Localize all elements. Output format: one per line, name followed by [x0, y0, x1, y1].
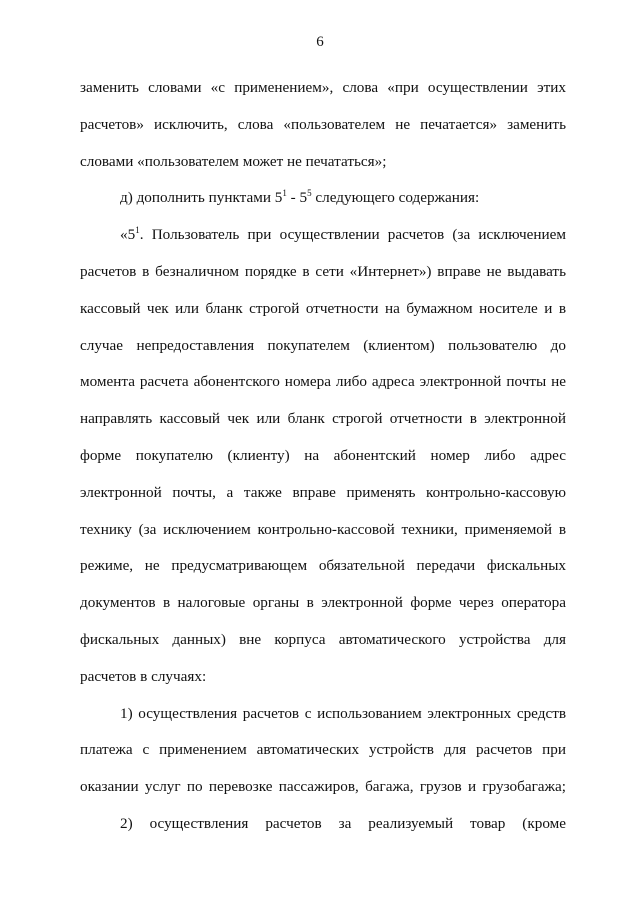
- text-fragment: следующего содержания:: [311, 189, 480, 207]
- text-line: документов в налоговые органы в электронной форме через оператора: [80, 594, 566, 612]
- text-line: заменить словами «с применением», слова «при осуществлении этих: [80, 79, 566, 96]
- text-line: технику (за исключением контрольно-кассовой техники, применяемой в: [80, 520, 566, 538]
- text-line: электронной почты, а также вправе применять контрольно-кассовую: [80, 483, 566, 501]
- text-line-item-2: 2) осуществления расчетов за реализуемый товар (кроме: [120, 814, 566, 832]
- text-line: момента расчета абонентского номера либо адреса электронной почты не: [80, 373, 566, 391]
- text-line: направлять кассовый чек или бланк строгой отчетности в электронной: [80, 410, 566, 428]
- text-fragment: «5: [120, 226, 136, 244]
- document-body: [80, 70, 566, 843]
- text-fragment: д) дополнить пунктами 5: [120, 189, 283, 207]
- text-line: оказании услуг по перевозке пассажиров, багажа, грузов и грузобагажа;: [80, 778, 566, 796]
- text-line-item-1: 1) осуществления расчетов с использованием электронных средств: [120, 704, 566, 722]
- text-line: расчетов в случаях:: [80, 667, 207, 685]
- text-line: расчетов в безналичном порядке в сети «Интернет») вправе не выдавать: [80, 262, 566, 280]
- text-line: режиме, не предусматривающем обязательной передачи фискальных: [80, 557, 566, 575]
- page-number: 6: [316, 34, 324, 50]
- text-line: случае непредоставления покупателем (клиентом) пользователю до: [80, 336, 566, 354]
- text-line: кассовый чек или бланк строгой отчетности на бумажном носителе и в: [80, 299, 566, 317]
- text-fragment: - 5: [286, 189, 308, 207]
- text-line-item-d: [80, 180, 566, 217]
- text-line-paragraph-start: [80, 217, 566, 254]
- text-line: словами «пользователем может не печататься»;: [80, 152, 387, 170]
- superscript: 1: [135, 225, 140, 236]
- superscript: 1: [282, 188, 287, 199]
- text-line: платежа с применением автоматических устройств для расчетов при: [80, 741, 566, 759]
- superscript: 5: [307, 188, 312, 199]
- text-line: расчетов» исключить, слова «пользователем не печатается» заменить: [80, 115, 566, 133]
- text-line: форме покупателю (клиенту) на абонентский номер либо адрес: [80, 446, 566, 464]
- text-line: фискальных данных) вне корпуса автоматического устройства для: [80, 630, 566, 648]
- text-fragment: . Пользователь при осуществлении расчетов (за исключением: [139, 226, 566, 244]
